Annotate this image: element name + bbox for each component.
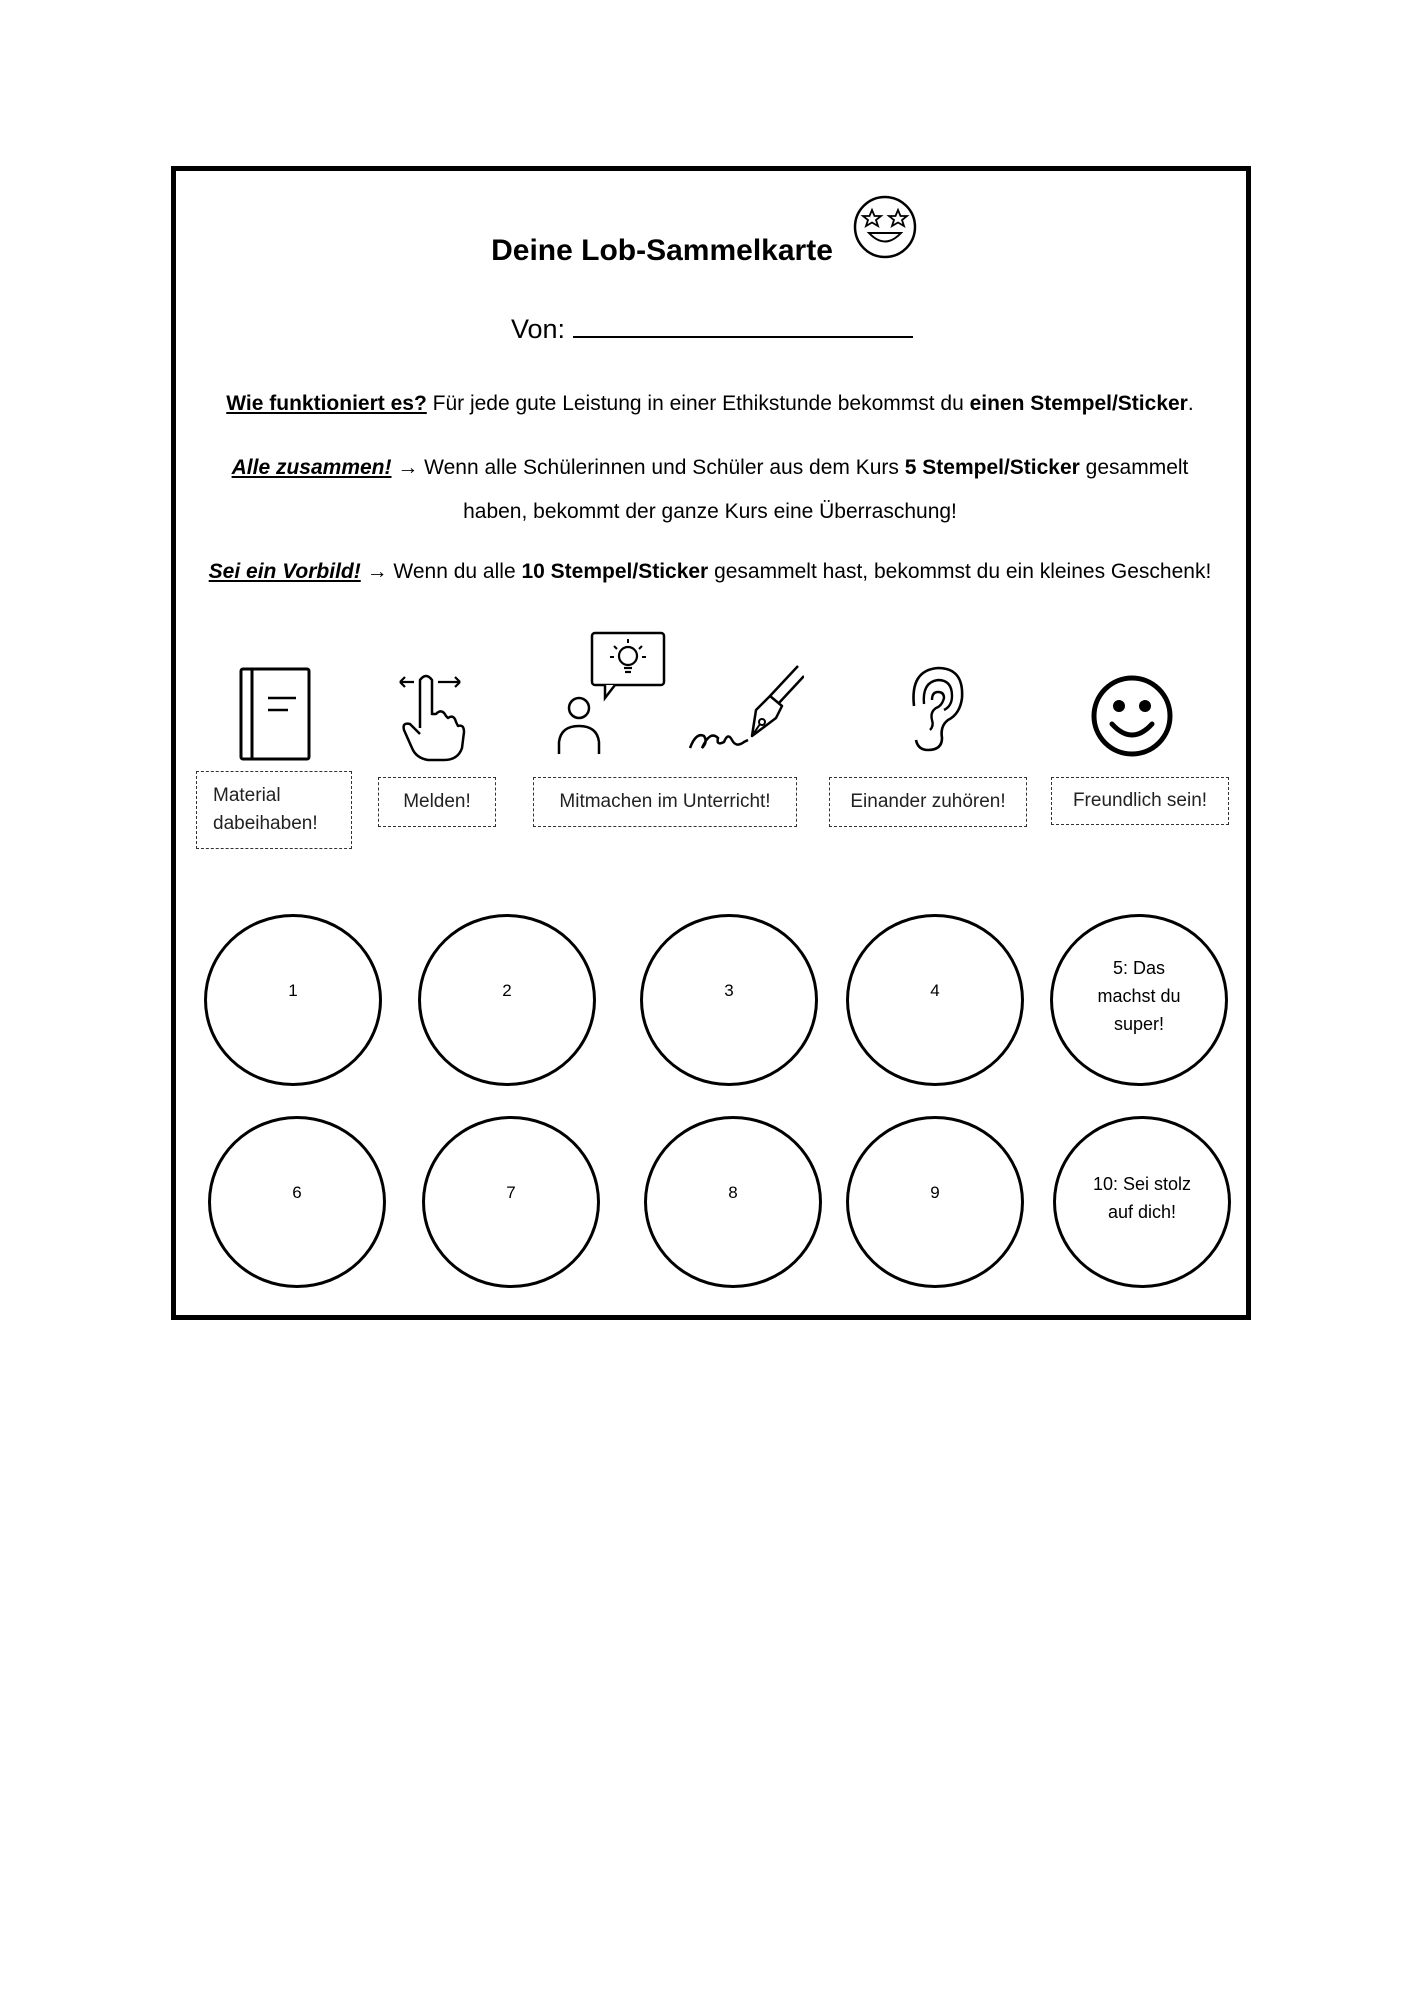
- stamp-number: 4: [930, 981, 940, 1000]
- together-text-a: Wenn alle Schülerinnen und Schüler aus dem Kurs: [418, 456, 905, 479]
- stamp-slot-7[interactable]: [422, 1116, 600, 1288]
- stamp-slot-4[interactable]: [846, 914, 1024, 1086]
- ear-icon: [904, 664, 966, 754]
- fountain-pen-icon: [686, 662, 804, 754]
- together-lead: Alle zusammen!: [231, 456, 392, 479]
- how-text-a: Für jede gute Leistung in einer Ethikstunde bekommst du: [426, 392, 970, 415]
- stamp-slot-2[interactable]: [418, 914, 596, 1086]
- stamp-number: 2: [502, 981, 512, 1000]
- criterion-freundlich: [1051, 777, 1229, 825]
- instruction-together: [230, 446, 1190, 534]
- how-bold: einen Stempel/Sticker: [969, 392, 1188, 415]
- smiley-icon: [1090, 674, 1174, 758]
- mitmachen-label: Mitmachen im Unterricht!: [559, 791, 771, 812]
- star-struck-face-icon: [852, 194, 918, 260]
- stamp-slot-3[interactable]: [640, 914, 818, 1086]
- role-model-text-b: gesammelt hast, bekommst du ein kleines Geschenk!: [708, 560, 1212, 583]
- stamp-number: 1: [288, 981, 298, 1000]
- criterion-zuhoeren: [829, 777, 1027, 827]
- book-icon: [238, 666, 312, 762]
- card-title: Deine Lob-Sammelkarte: [491, 234, 833, 267]
- criterion-mitmachen: [533, 777, 797, 827]
- stamp-number: 9: [930, 1183, 940, 1202]
- role-model-text-a: Wenn du alle: [387, 560, 522, 583]
- material-line1: Material: [213, 785, 281, 806]
- together-text-b: gesammelt haben, bekommt der ganze Kurs eine Überraschung!: [463, 456, 1189, 523]
- how-lead: Wie funktioniert es?: [226, 392, 427, 415]
- zuhoeren-label: Einander zuhören!: [850, 791, 1006, 812]
- name-line[interactable]: [573, 312, 913, 338]
- stamp-number: 7: [506, 1183, 516, 1202]
- stamp-slot-8[interactable]: [644, 1116, 822, 1288]
- freundlich-label: Freundlich sein!: [1072, 790, 1208, 811]
- instruction-role-model: [190, 550, 1230, 594]
- instruction-how: [190, 382, 1230, 426]
- criterion-material: [196, 771, 352, 849]
- stamp-slot-10[interactable]: [1053, 1116, 1231, 1288]
- together-bold: 5 Stempel/Sticker: [904, 456, 1080, 479]
- arrow-right-icon: →: [397, 456, 419, 479]
- stamp-number: 8: [728, 1183, 738, 1202]
- stamp-slot-9[interactable]: [846, 1116, 1024, 1288]
- stamp-number: 3: [724, 981, 734, 1000]
- stamp-slot-5[interactable]: [1050, 914, 1228, 1086]
- stamp-slot-1[interactable]: [204, 914, 382, 1086]
- criterion-melden: [378, 777, 496, 827]
- person-idea-icon: [555, 630, 667, 760]
- name-field[interactable]: [511, 312, 913, 345]
- material-line2: dabeihaben!: [213, 813, 318, 834]
- arrow-right-icon: →: [366, 560, 388, 583]
- role-model-bold: 10 Stempel/Sticker: [521, 560, 709, 583]
- how-text-b: .: [1187, 392, 1194, 415]
- stamp-number: 6: [292, 1183, 302, 1202]
- raised-finger-icon: [394, 668, 466, 762]
- von-label: Von:: [511, 314, 566, 344]
- melden-label: Melden!: [403, 791, 471, 812]
- stamp-message: 10: Sei stolz auf dich!: [1092, 1174, 1192, 1222]
- role-model-lead: Sei ein Vorbild!: [208, 560, 361, 583]
- stamp-message: 5: Das machst du super!: [1097, 958, 1181, 1034]
- stamp-slot-6[interactable]: [208, 1116, 386, 1288]
